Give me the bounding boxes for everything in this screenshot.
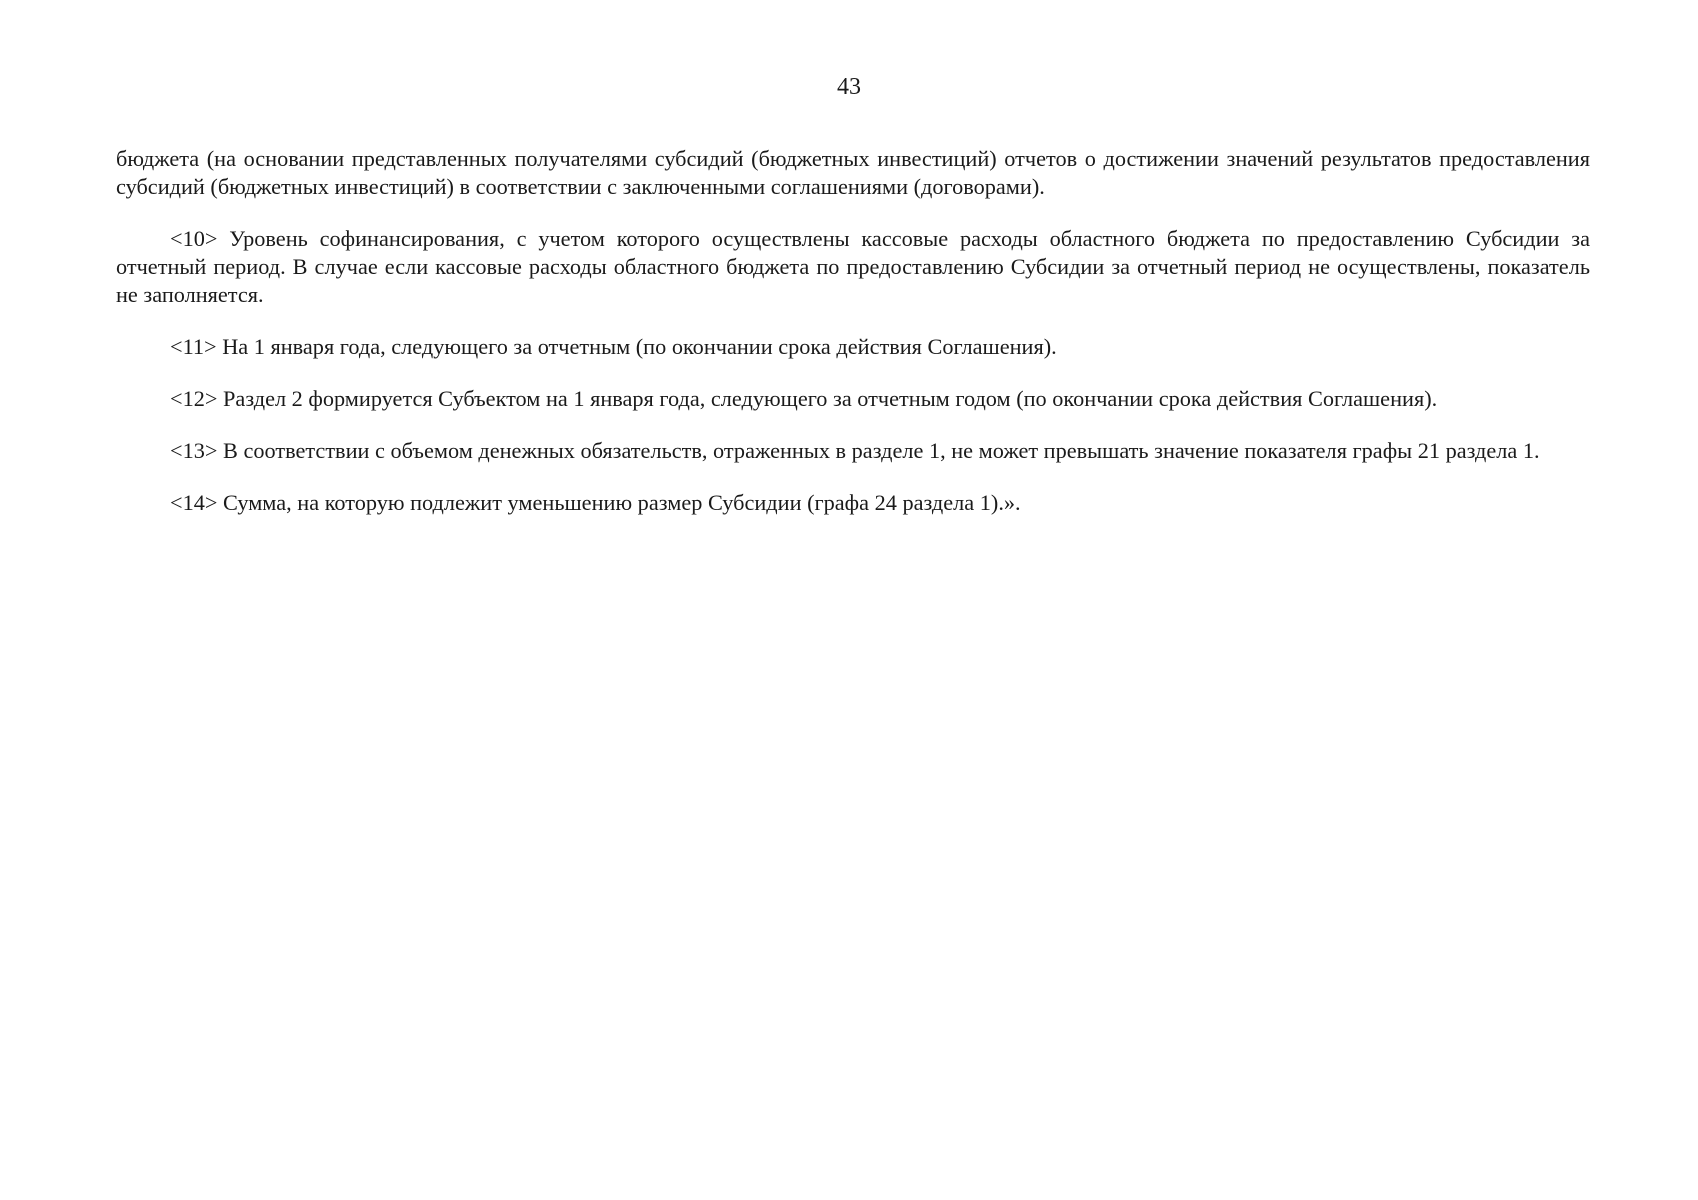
footnote-11: <11> На 1 января года, следующего за отчетным (по окончании срока действия Соглашения). [170,334,1057,359]
footnote-10: <10> Уровень софинансирования, с учетом которого осуществлены кассовые расходы областного бюджета по предоставлению Субсидии за отчетный период. В случае если кассовые расходы областного бюджета по предоставлению Субсидии за отчетный период не осуществлены, показатель не заполняется. [116,226,1590,307]
document-body [116,145,1590,541]
footnote-14: <14> Сумма, на которую подлежит уменьшению размер Субсидии (графа 24 раздела 1).». [170,490,1021,515]
paragraph-continuation: бюджета (на основании представленных получателями субсидий (бюджетных инвестиций) отчетов о достижении значений результатов предоставления субсидий (бюджетных инвестиций) в соответствии с заключенными соглашениями (договорами). [116,146,1590,199]
page-number: 43 [837,74,861,100]
footnote-12: <12> Раздел 2 формируется Субъектом на 1 января года, следующего за отчетным годом (по окончании срока действия Соглашения). [170,386,1438,411]
footnote-13: <13> В соответствии с объемом денежных обязательств, отраженных в разделе 1, не может превышать значение показателя графы 21 раздела 1. [170,438,1540,463]
